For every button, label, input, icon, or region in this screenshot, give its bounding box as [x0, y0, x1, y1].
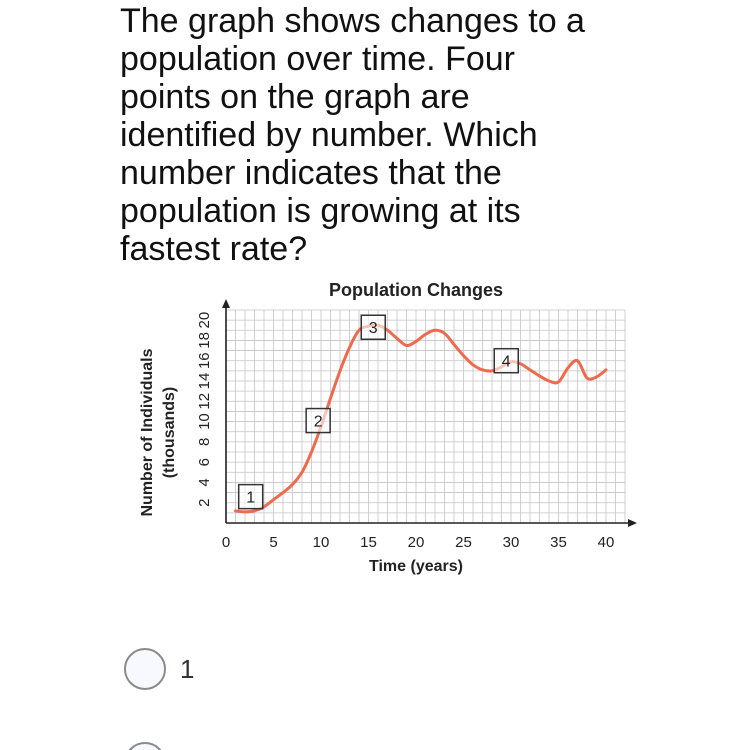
y-tick-label: 16: [195, 352, 213, 370]
answer-option-1[interactable]: [124, 648, 194, 690]
question-line: number indicates that the: [120, 154, 502, 192]
x-tick-label: 20: [407, 534, 425, 551]
question-line: fastest rate?: [120, 230, 308, 268]
point-marker-label: 3: [368, 320, 378, 338]
y-tick-label: 10: [195, 413, 213, 430]
y-tick-label: 20: [195, 311, 213, 329]
question-line: population is growing at its: [120, 192, 521, 230]
x-axis-label: Time (years): [369, 558, 463, 575]
x-tick-label: 10: [312, 534, 330, 551]
population-line: [236, 325, 607, 512]
x-tick-label: 5: [269, 534, 278, 551]
point-marker-label: 1: [246, 489, 256, 507]
question-text: [120, 2, 680, 268]
x-tick-label: 25: [455, 534, 472, 551]
x-tick-label: 40: [597, 534, 615, 551]
question-line: identified by number. Which: [120, 116, 538, 154]
question-line: population over time. Four: [120, 40, 515, 78]
x-tick-label: 35: [550, 534, 567, 551]
answer-option-2[interactable]: [124, 742, 180, 750]
question-line: points on the graph are: [120, 78, 470, 116]
answer-option-label: 1: [180, 653, 195, 684]
y-tick-label: 18: [195, 332, 213, 349]
y-tick-label: 12: [195, 392, 213, 410]
question-line: The graph shows changes to a: [120, 2, 585, 40]
radio-button[interactable]: [124, 742, 166, 750]
y-axis-label: (thousands): [161, 386, 179, 479]
x-tick-label: 15: [360, 534, 377, 551]
chart-title: Population Changes: [328, 280, 504, 300]
y-tick-label: 8: [195, 437, 213, 447]
y-tick-label: 14: [195, 372, 213, 390]
x-tick-label: 0: [221, 534, 231, 551]
y-tick-label: 6: [195, 457, 213, 467]
y-tick-label: 4: [195, 478, 213, 487]
point-marker-label: 4: [501, 353, 511, 371]
x-axis-arrow: [628, 519, 637, 527]
point-marker-label: 2: [313, 413, 323, 431]
x-tick-label: 30: [502, 534, 520, 551]
y-tick-label: 2: [195, 498, 213, 507]
radio-button[interactable]: [124, 648, 166, 690]
y-axis-arrow: [222, 299, 230, 308]
population-chart: [120, 268, 660, 588]
y-axis-label: Number of Individuals: [139, 348, 157, 517]
